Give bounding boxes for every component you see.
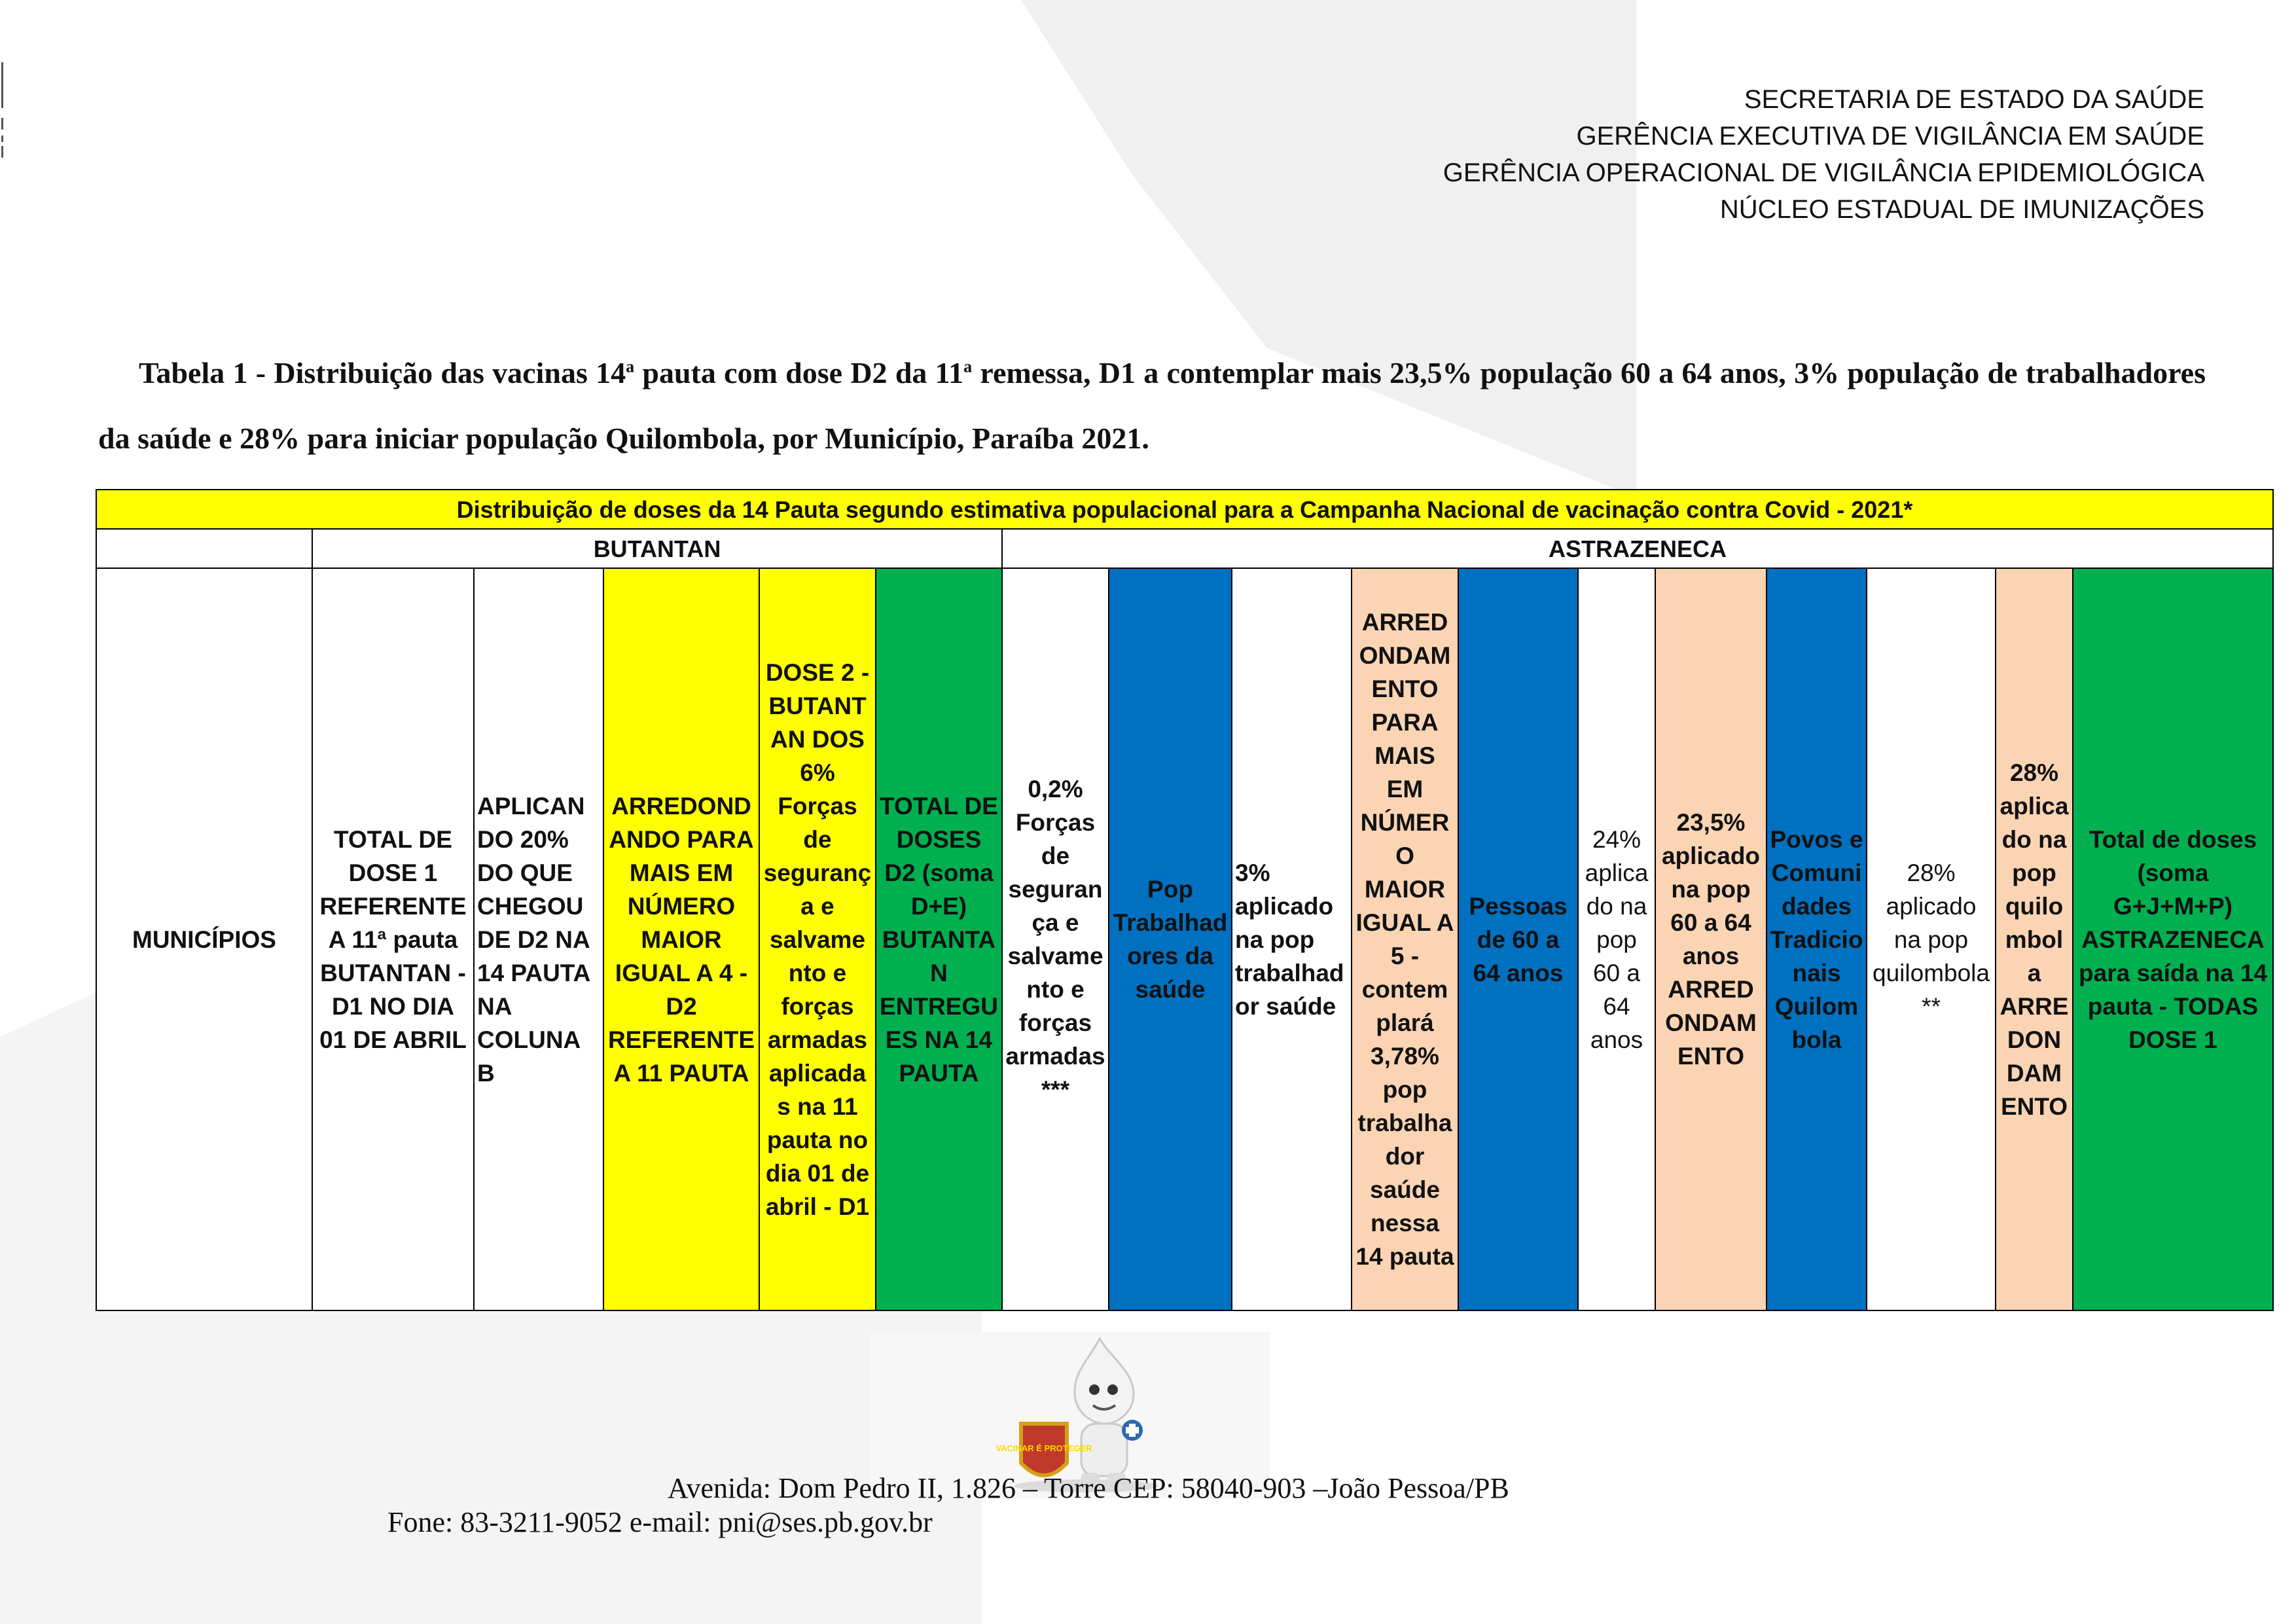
- col-pessoas-60-64: Pessoas de 60 a 64 anos: [1458, 568, 1578, 1310]
- table-title: Distribuição de doses da 14 Pauta segundo estimativa populacional para a Campanha Nacional de vacinação contra Covid - 2021*: [96, 490, 2273, 529]
- col-3pct-trabalhador-saude: 3% aplicado na pop trabalhador saúde: [1232, 568, 1352, 1310]
- table-title-row: [96, 490, 2273, 529]
- caption-part-1: Tabela 1 - Distribuição das vacinas 14: [139, 356, 626, 389]
- col-dose2-butantan-forcas: DOSE 2 - BUTANTAN DOS 6% Forças de segurança e salvamento e forças armadas aplicadas na 11 pauta no dia 01 de abril - D1: [759, 568, 876, 1310]
- group-butantan: BUTANTAN: [312, 529, 1002, 568]
- table-caption: [98, 340, 2206, 471]
- header-line-2: GERÊNCIA EXECUTIVA DE VIGILÂNCIA EM SAÚDE: [1576, 122, 2204, 151]
- col-23-5pct-arredondamento: 23,5% aplicado na pop 60 a 64 anos ARREDONDAMENTO: [1655, 568, 1767, 1310]
- col-arredondamento-trabalhador: ARREDONDAMENTO PARA MAIS EM NÚMERO MAIOR IGUAL A 5 - contemplará 3,78% pop trabalhador saúde nessa 14 pauta: [1352, 568, 1458, 1310]
- col-forcas-seguranca: 0,2% Forças de segurança e salvamento e forças armadas ***: [1002, 568, 1109, 1310]
- header-line-4: NÚCLEO ESTADUAL DE IMUNIZAÇÕES: [1719, 195, 2204, 224]
- col-aplicando-20: APLICANDO 20% DO QUE CHEGOU DE D2 NA 14 PAUTA NA COLUNA B: [474, 568, 603, 1310]
- caption-part-2: pauta com dose D2 da 11: [634, 356, 964, 389]
- col-28pct-quilombola: 28% aplicado na pop quilombola **: [1867, 568, 1996, 1310]
- logo-text: VACINAR É PROTEGER: [996, 1443, 1092, 1453]
- col-28pct-quilombola-arredondamento: 28% aplicado na pop quilombola ARREDONDAMENTO: [1996, 568, 2073, 1310]
- table-group-row: [96, 529, 2273, 568]
- col-total-astrazeneca: Total de doses (soma G+J+M+P) ASTRAZENECA para saída na 14 pauta - TODAS DOSE 1: [2073, 568, 2273, 1310]
- col-24pct-60-64: 24% aplicado na pop 60 a 64 anos: [1578, 568, 1655, 1310]
- group-empty-cell: [96, 529, 312, 568]
- col-pop-trabalhadores-saude: Pop Trabalhadores da saúde: [1109, 568, 1232, 1310]
- table-header-row: [96, 568, 2273, 1310]
- caption-sup-2: a: [963, 357, 973, 376]
- caption-part-3: remessa, D1 a contemplar mais 23,5% população 60 a 64 anos, 3% população de trabalhadores da saúde e 28% para iniciar população Quilombola, por Município, Paraíba 2021.: [98, 356, 2206, 455]
- footer-address: Avenida: Dom Pedro II, 1.826 – Torre CEP: 58040-903 –João Pessoa/PB: [668, 1472, 1509, 1504]
- margin-mark: [0, 62, 5, 160]
- footer-contact: Fone: 83-3211-9052 e-mail: pni@ses.pb.gov.br: [387, 1506, 933, 1538]
- caption-sup-1: a: [626, 357, 635, 376]
- col-total-dose1-butantan: TOTAL DE DOSE 1 REFERENTE A 11ª pauta BUTANTAN - D1 NO DIA 01 DE ABRIL: [312, 568, 474, 1310]
- col-povos-quilombola: Povos e Comunidades Tradicionais Quilombola: [1767, 568, 1867, 1310]
- col-total-doses-d2: TOTAL DE DOSES D2 (soma D+E) BUTANTAN ENTREGUES NA 14 PAUTA: [876, 568, 1002, 1310]
- header-line-3: GERÊNCIA OPERACIONAL DE VIGILÂNCIA EPIDEMIOLÓGICA: [1443, 158, 2204, 187]
- col-municipios: MUNICÍPIOS: [96, 568, 312, 1310]
- header-institution: [1443, 81, 2204, 228]
- header-line-1: SECRETARIA DE ESTADO DA SAÚDE: [1744, 85, 2204, 114]
- col-arredondando-d2: ARREDONDANDO PARA MAIS EM NÚMERO MAIOR IGUAL A 4 - D2 REFERENTE A 11 PAUTA: [603, 568, 759, 1310]
- distribution-table: [96, 489, 2274, 1311]
- group-astrazeneca: ASTRAZENECA: [1002, 529, 2273, 568]
